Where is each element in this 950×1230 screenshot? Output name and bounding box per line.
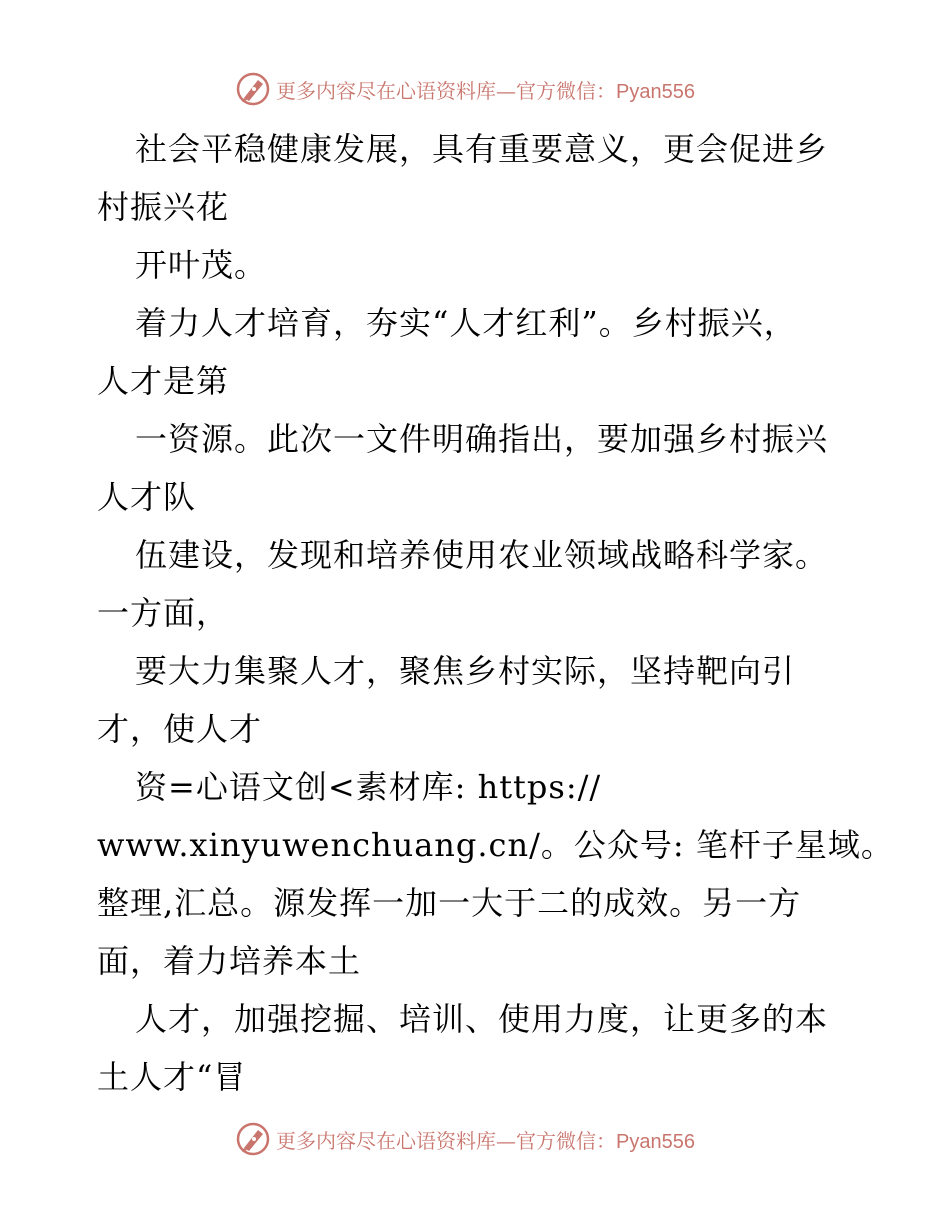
header-banner-label: 更多内容尽在心语资料库—官方微信： <box>276 78 616 103</box>
text-line: 开叶茂。 <box>135 246 268 284</box>
pen-nib-logo-icon <box>236 72 270 106</box>
text-line: 面，着力培养本土 <box>97 942 362 980</box>
text-line: 人才，加强挖掘、培训、使用力度，让更多的本 <box>135 1000 829 1038</box>
text-line: 伍建设，发现和培养使用农业领域战略科学家。 <box>135 536 829 574</box>
header-wechat-id: Pyan556 <box>616 80 695 103</box>
footer-wechat-id: Pyan556 <box>616 1130 695 1153</box>
text-line: 村振兴花 <box>97 188 230 226</box>
text-line: 土人才“冒 <box>97 1058 247 1096</box>
footer-banner-text <box>276 1125 695 1154</box>
text-line: 才，使人才 <box>97 710 263 748</box>
pen-nib-logo-icon <box>236 1122 270 1156</box>
text-line: 着力人才培育，夯实“人才红利”。乡村振兴， <box>135 304 797 342</box>
text-line: www.xinyuwenchuang.cn/。公众号: 笔杆子星域。 <box>97 826 894 864</box>
footer-banner-label: 更多内容尽在心语资料库—官方微信： <box>276 1128 616 1153</box>
header-banner <box>236 72 695 106</box>
text-line: 资=心语文创<素材库: https:// <box>135 768 602 806</box>
text-line: 人才队 <box>97 478 197 516</box>
header-banner-text <box>276 75 695 104</box>
text-line: 整理,汇总。源发挥一加一大于二的成效。另一方 <box>97 884 802 922</box>
text-line: 一方面， <box>97 594 230 632</box>
document-body <box>97 120 894 1106</box>
footer-banner <box>236 1122 695 1156</box>
text-line: 人才是第 <box>97 362 230 400</box>
text-line: 要大力集聚人才，聚焦乡村实际，坚持靶向引 <box>135 652 796 690</box>
text-line: 一资源。此次一文件明确指出，要加强乡村振兴 <box>135 420 829 458</box>
text-line: 社会平稳健康发展，具有重要意义，更会促进乡 <box>135 130 829 168</box>
